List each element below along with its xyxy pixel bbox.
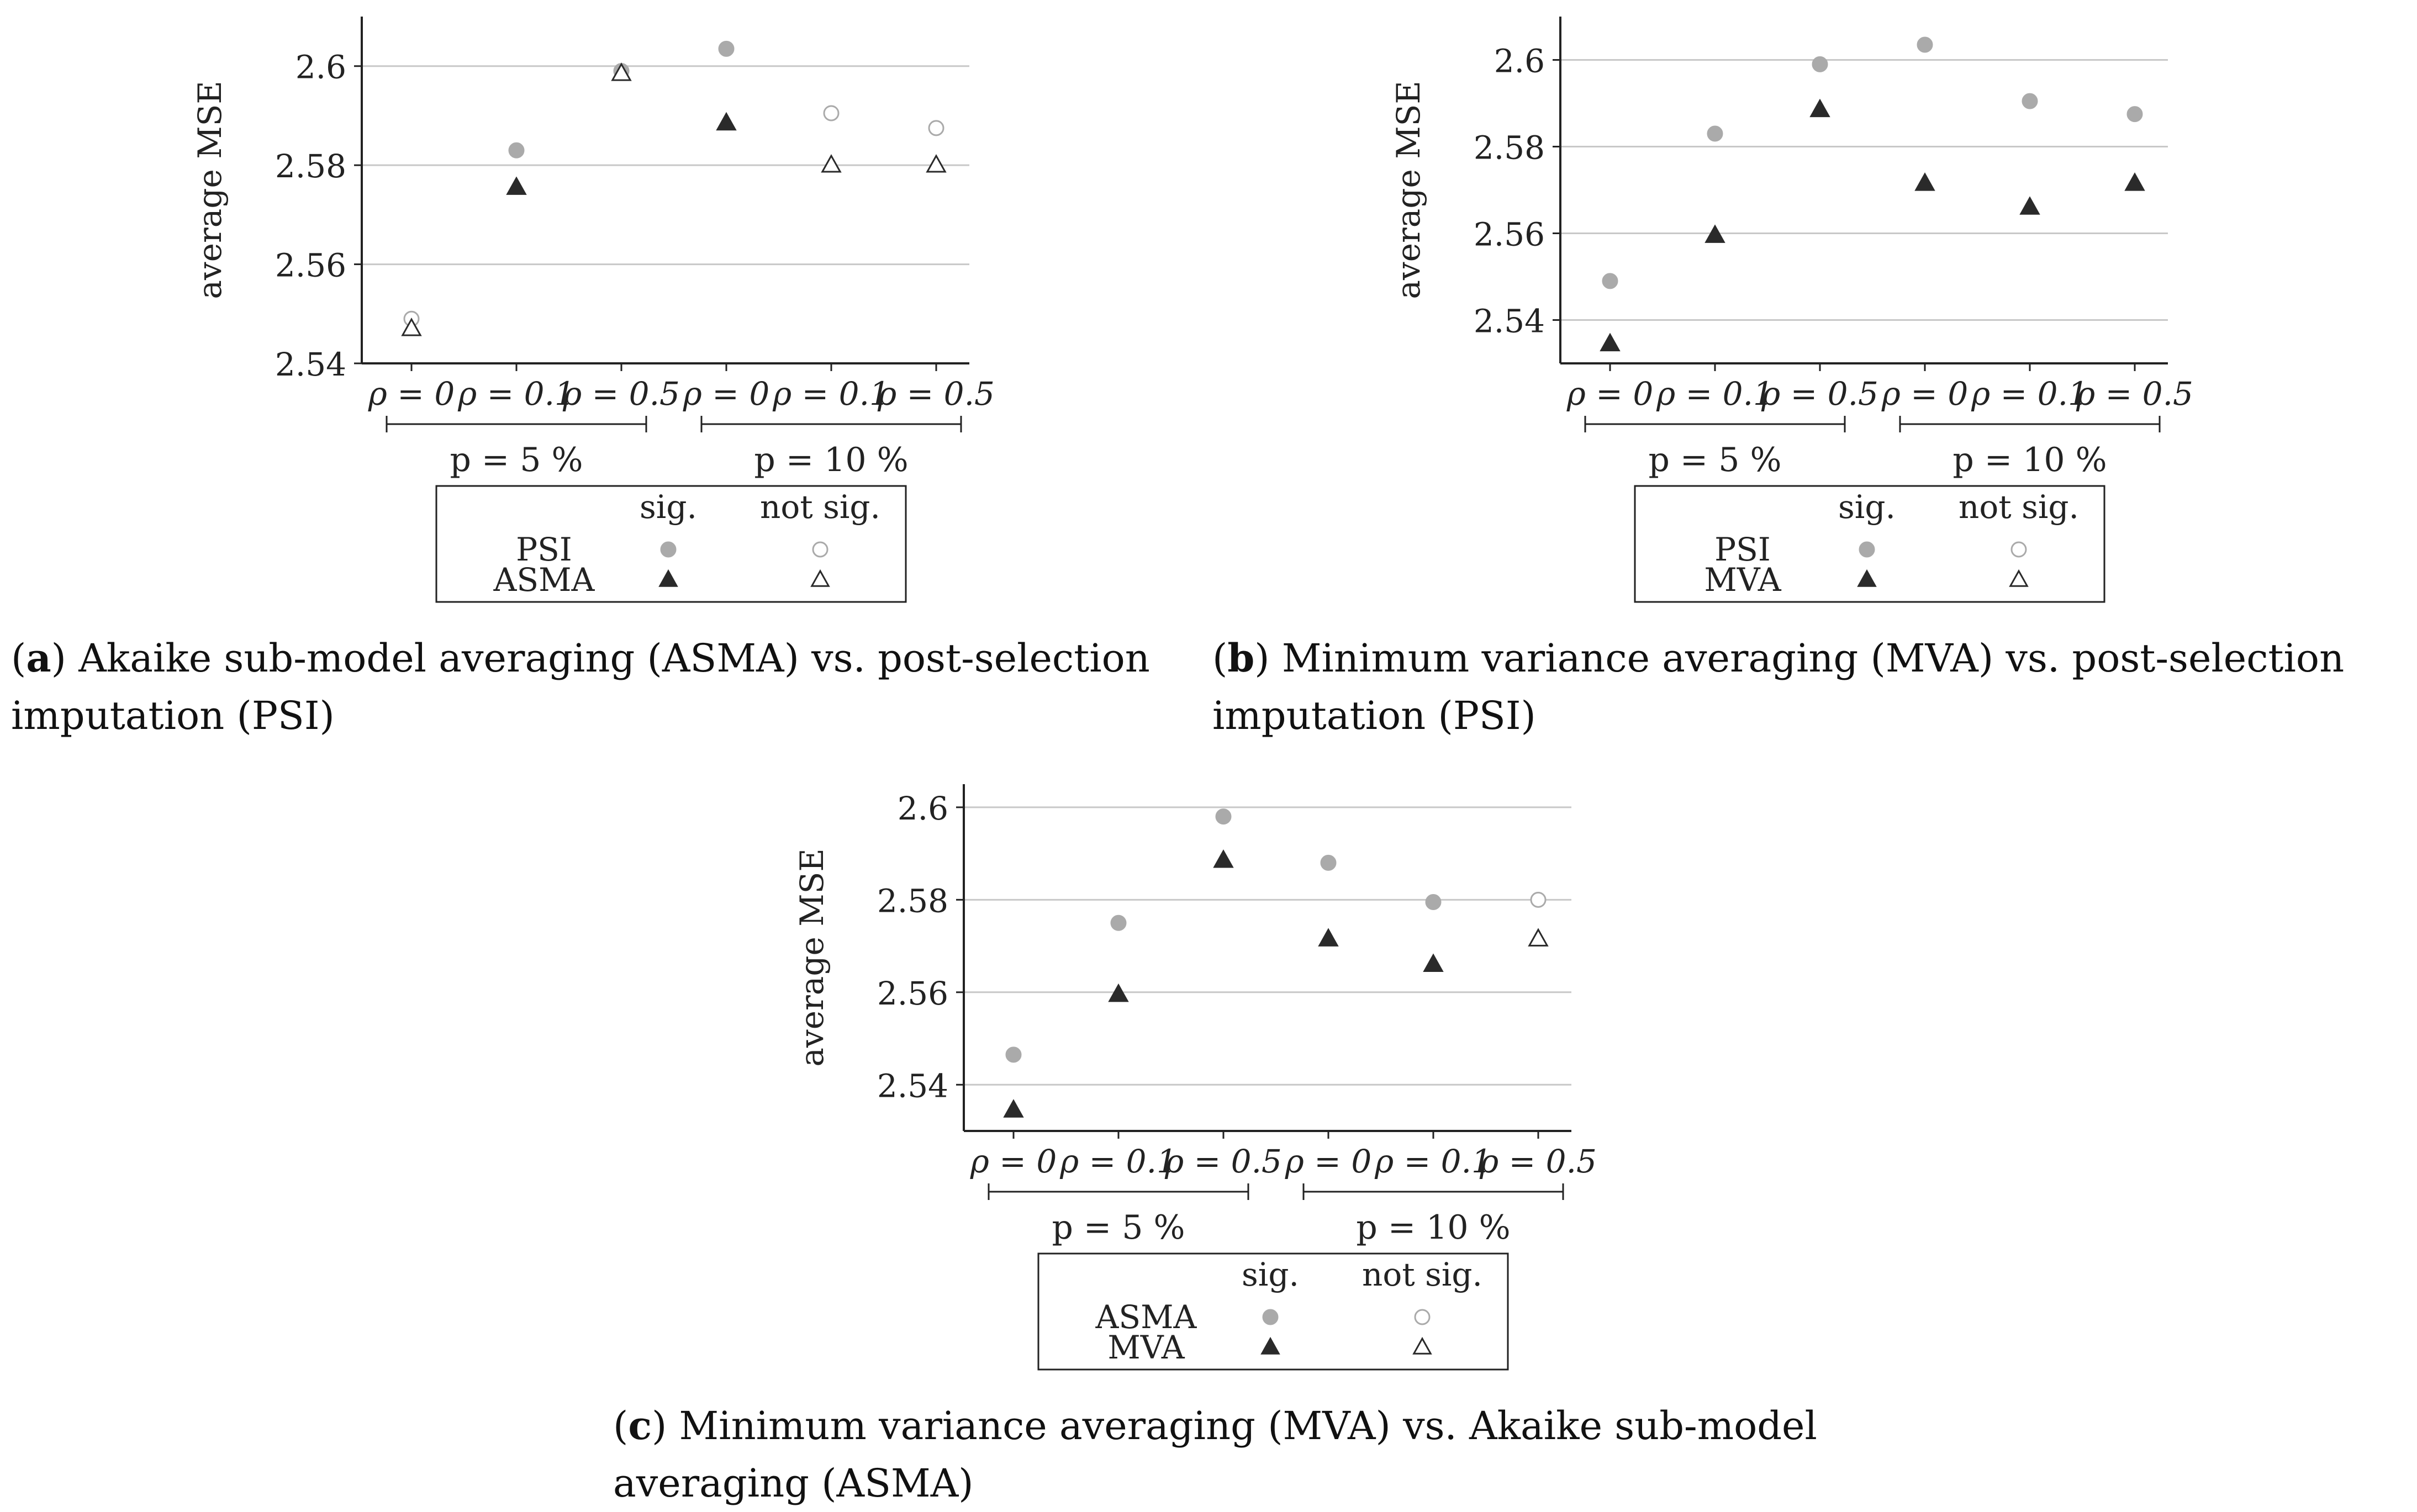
x-tick-label: ρ = 0.5: [1480, 1143, 1597, 1180]
x-tick-label: ρ = 0: [970, 1143, 1057, 1180]
data-point-triangle: [1529, 930, 1547, 946]
legend-series-name: MVA: [1704, 561, 1781, 599]
x-tick-label: ρ = 0.1: [773, 375, 890, 413]
legend-marker-sig: [1263, 1310, 1278, 1324]
x-tick-label: ρ = 0: [683, 375, 770, 413]
data-point-triangle: [717, 114, 735, 130]
y-tick-label: 2.6: [897, 789, 948, 827]
group-label: p = 5 %: [1648, 441, 1782, 479]
data-point-triangle: [1601, 335, 1619, 351]
y-tick-label: 2.54: [877, 1067, 948, 1105]
y-axis-label: average MSE: [1390, 81, 1427, 299]
chart-panel-b: [1199, 0, 2403, 618]
x-tick-label: ρ = 0: [1881, 375, 1969, 413]
data-point-triangle: [927, 156, 945, 172]
caption-b-text: Minimum variance averaging (MVA) vs. post-selection imputation (PSI): [1212, 636, 2345, 738]
x-tick-label: ρ = 0.1: [1375, 1143, 1492, 1180]
y-tick-label: 2.6: [1494, 42, 1545, 80]
data-point-circle: [2023, 94, 2037, 108]
data-point-circle: [1426, 895, 1440, 910]
data-point-circle: [1321, 855, 1336, 870]
legend-marker-notsig: [2012, 542, 2026, 557]
y-tick-label: 2.56: [877, 974, 948, 1012]
data-point-triangle: [1320, 930, 1337, 946]
group-label: p = 10 %: [754, 441, 909, 479]
x-tick-label: ρ = 0.5: [1761, 375, 1878, 413]
y-tick-label: 2.54: [1473, 302, 1545, 340]
data-point-triangle: [1424, 955, 1442, 971]
data-point-triangle: [1916, 174, 1934, 190]
data-point-circle: [1531, 892, 1545, 907]
group-label: p = 5 %: [1052, 1208, 1185, 1247]
data-point-triangle: [822, 156, 840, 172]
y-axis-label: average MSE: [793, 848, 831, 1067]
chart-panel-c: [602, 768, 1806, 1386]
x-tick-label: ρ = 0.1: [1656, 375, 1774, 413]
group-label: p = 10 %: [1356, 1208, 1511, 1247]
legend-header-notsig: not sig.: [1362, 1256, 1482, 1293]
legend-header-notsig: not sig.: [760, 488, 880, 526]
legend-marker-notsig: [813, 542, 827, 557]
legend-header-sig: sig.: [640, 488, 697, 526]
y-tick-label: 2.6: [295, 48, 346, 86]
legend-header-notsig: not sig.: [1959, 488, 2079, 526]
data-point-triangle: [1811, 101, 1829, 117]
y-axis-label: average MSE: [191, 81, 229, 299]
caption-c-text: Minimum variance averaging (MVA) vs. Akaike sub-model averaging (ASMA): [613, 1403, 1817, 1506]
caption-b-label: b: [1227, 635, 1255, 681]
data-point-circle: [1813, 57, 1827, 71]
legend-header-sig: sig.: [1242, 1256, 1299, 1293]
y-tick-label: 2.58: [877, 882, 948, 920]
data-point-circle: [1216, 810, 1231, 824]
group-label: p = 5 %: [450, 441, 583, 479]
x-tick-label: ρ = 0.5: [878, 375, 995, 413]
group-label: p = 10 %: [1952, 441, 2107, 479]
data-point-triangle: [2021, 198, 2039, 214]
legend-series-name: PSI: [1714, 531, 1771, 568]
y-tick-label: 2.54: [275, 346, 346, 383]
data-point-circle: [929, 121, 943, 135]
x-tick-label: ρ = 0: [368, 375, 455, 413]
y-tick-label: 2.56: [275, 246, 346, 284]
legend-marker-sig: [661, 542, 676, 557]
data-point-circle: [1708, 126, 1722, 141]
y-tick-label: 2.56: [1473, 215, 1545, 253]
legend-series-name: PSI: [516, 531, 572, 568]
caption-b: (b) Minimum variance averaging (MVA) vs. post-selection imputation (PSI): [1212, 635, 2345, 738]
caption-c: (c) Minimum variance averaging (MVA) vs. Akaike sub-model averaging (ASMA): [613, 1403, 1817, 1506]
data-point-circle: [509, 143, 524, 157]
caption-c-label: c: [628, 1403, 652, 1448]
legend-header-sig: sig.: [1838, 488, 1896, 526]
x-tick-label: ρ = 0: [1566, 375, 1654, 413]
x-tick-label: ρ = 0.5: [1165, 1143, 1282, 1180]
y-tick-label: 2.58: [275, 147, 346, 186]
x-tick-label: ρ = 0.1: [1971, 375, 2088, 413]
data-point-circle: [719, 41, 733, 56]
caption-a-text: Akaike sub-model averaging (ASMA) vs. post-selection imputation (PSI): [11, 636, 1150, 738]
y-tick-label: 2.58: [1473, 129, 1545, 167]
legend-series-name: MVA: [1107, 1329, 1185, 1366]
data-point-circle: [2128, 107, 2142, 121]
caption-a: (a) Akaike sub-model averaging (ASMA) vs. post-selection imputation (PSI): [11, 635, 1150, 738]
x-tick-label: ρ = 0.1: [1060, 1143, 1177, 1180]
legend-marker-sig: [1860, 542, 1874, 557]
data-point-triangle: [508, 178, 525, 194]
data-point-circle: [1918, 38, 1932, 52]
data-point-triangle: [1005, 1101, 1022, 1117]
legend-series-name: ASMA: [1095, 1298, 1197, 1336]
chart-panel-a: [0, 0, 1204, 618]
data-point-triangle: [2126, 174, 2144, 190]
caption-a-label: a: [26, 635, 51, 681]
data-point-triangle: [1110, 985, 1127, 1001]
x-tick-label: ρ = 0.5: [563, 375, 680, 413]
data-point-circle: [1006, 1048, 1021, 1062]
legend-series-name: ASMA: [493, 561, 595, 599]
data-point-triangle: [1215, 851, 1232, 867]
x-tick-label: ρ = 0.5: [2076, 375, 2193, 413]
legend-marker-notsig: [1415, 1310, 1429, 1324]
x-tick-label: ρ = 0: [1285, 1143, 1372, 1180]
data-point-circle: [824, 106, 838, 120]
data-point-circle: [1111, 916, 1126, 930]
data-point-circle: [1603, 274, 1617, 288]
x-tick-label: ρ = 0.1: [458, 375, 575, 413]
